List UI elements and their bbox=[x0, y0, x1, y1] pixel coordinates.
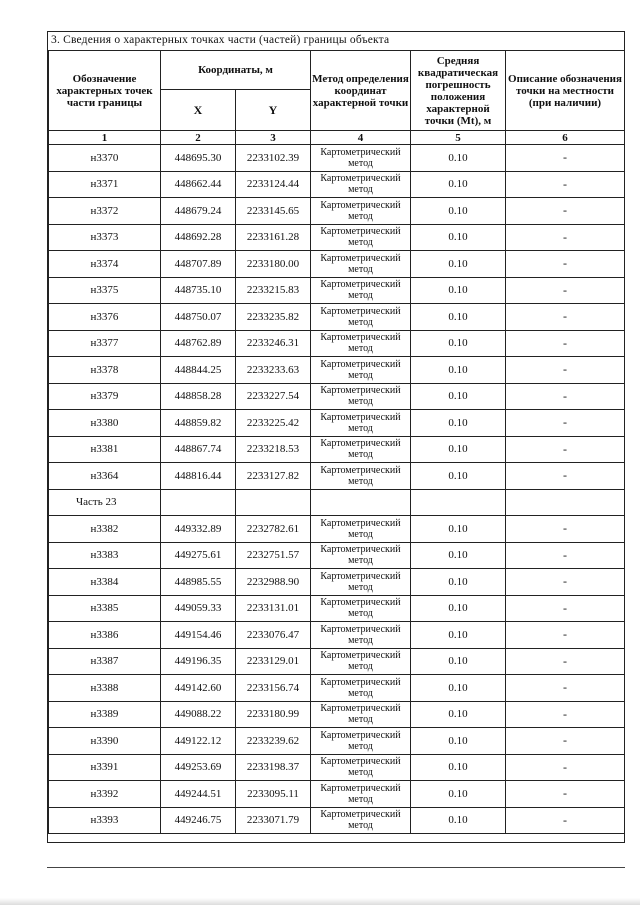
table-row bbox=[49, 436, 625, 463]
description-cell: - bbox=[506, 224, 625, 251]
table-row bbox=[49, 595, 625, 622]
part-label: Часть 23 bbox=[49, 489, 161, 516]
method-cell: Картометрический метод bbox=[311, 622, 411, 649]
table-row bbox=[49, 728, 625, 755]
coord-x-cell: 448859.82 bbox=[161, 410, 236, 437]
coord-y-cell: 2233233.63 bbox=[236, 357, 311, 384]
point-id-cell: н3389 bbox=[49, 701, 161, 728]
description-cell: - bbox=[506, 595, 625, 622]
empty-cell bbox=[411, 489, 506, 516]
mean-error-cell: 0.10 bbox=[411, 542, 506, 569]
description-cell: - bbox=[506, 569, 625, 596]
boundary-points-table bbox=[48, 50, 625, 834]
coord-y-cell: 2233124.44 bbox=[236, 171, 311, 198]
table-row bbox=[49, 463, 625, 490]
coord-x-cell: 448985.55 bbox=[161, 569, 236, 596]
header-mean-error: Средняя квадратическая погрешность положения характерной точки (Mt), м bbox=[411, 51, 506, 131]
mean-error-cell: 0.10 bbox=[411, 728, 506, 755]
table-row bbox=[49, 648, 625, 675]
mean-error-cell: 0.10 bbox=[411, 198, 506, 225]
column-number: 4 bbox=[311, 131, 411, 145]
description-cell: - bbox=[506, 648, 625, 675]
point-id-cell: н3384 bbox=[49, 569, 161, 596]
description-cell: - bbox=[506, 436, 625, 463]
method-cell: Картометрический метод bbox=[311, 728, 411, 755]
mean-error-cell: 0.10 bbox=[411, 171, 506, 198]
method-cell: Картометрический метод bbox=[311, 357, 411, 384]
coord-y-cell: 2233218.53 bbox=[236, 436, 311, 463]
method-cell: Картометрический метод bbox=[311, 277, 411, 304]
coord-y-cell: 2233246.31 bbox=[236, 330, 311, 357]
coord-y-cell: 2233227.54 bbox=[236, 383, 311, 410]
description-cell: - bbox=[506, 145, 625, 172]
table-row bbox=[49, 145, 625, 172]
method-cell: Картометрический метод bbox=[311, 304, 411, 331]
coord-y-cell: 2233215.83 bbox=[236, 277, 311, 304]
method-cell: Картометрический метод bbox=[311, 330, 411, 357]
method-cell: Картометрический метод bbox=[311, 383, 411, 410]
description-cell: - bbox=[506, 304, 625, 331]
description-cell: - bbox=[506, 410, 625, 437]
coord-x-cell: 448867.74 bbox=[161, 436, 236, 463]
description-cell: - bbox=[506, 622, 625, 649]
description-cell: - bbox=[506, 781, 625, 808]
coord-y-cell: 2233076.47 bbox=[236, 622, 311, 649]
column-number: 6 bbox=[506, 131, 625, 145]
table-row bbox=[49, 569, 625, 596]
description-cell: - bbox=[506, 516, 625, 543]
point-id-cell: н3381 bbox=[49, 436, 161, 463]
coord-x-cell: 449244.51 bbox=[161, 781, 236, 808]
coord-y-cell: 2233156.74 bbox=[236, 675, 311, 702]
mean-error-cell: 0.10 bbox=[411, 357, 506, 384]
coord-x-cell: 448695.30 bbox=[161, 145, 236, 172]
table-body bbox=[49, 145, 625, 834]
point-id-cell: н3385 bbox=[49, 595, 161, 622]
point-id-cell: н3386 bbox=[49, 622, 161, 649]
point-id-cell: н3382 bbox=[49, 516, 161, 543]
coord-x-cell: 449253.69 bbox=[161, 754, 236, 781]
description-cell: - bbox=[506, 542, 625, 569]
coord-x-cell: 448858.28 bbox=[161, 383, 236, 410]
header-point-designation: Обозначение характерных точек части границы bbox=[49, 51, 161, 131]
description-cell: - bbox=[506, 807, 625, 834]
mean-error-cell: 0.10 bbox=[411, 516, 506, 543]
point-id-cell: н3373 bbox=[49, 224, 161, 251]
table-row bbox=[49, 754, 625, 781]
method-cell: Картометрический метод bbox=[311, 542, 411, 569]
mean-error-cell: 0.10 bbox=[411, 622, 506, 649]
table-row bbox=[49, 224, 625, 251]
mean-error-cell: 0.10 bbox=[411, 277, 506, 304]
mean-error-cell: 0.10 bbox=[411, 781, 506, 808]
coord-x-cell: 448707.89 bbox=[161, 251, 236, 278]
empty-cell bbox=[161, 489, 236, 516]
mean-error-cell: 0.10 bbox=[411, 648, 506, 675]
coord-y-cell: 2233095.11 bbox=[236, 781, 311, 808]
method-cell: Картометрический метод bbox=[311, 251, 411, 278]
coord-x-cell: 449196.35 bbox=[161, 648, 236, 675]
coord-y-cell: 2233225.42 bbox=[236, 410, 311, 437]
method-cell: Картометрический метод bbox=[311, 701, 411, 728]
description-cell: - bbox=[506, 251, 625, 278]
method-cell: Картометрический метод bbox=[311, 648, 411, 675]
description-cell: - bbox=[506, 171, 625, 198]
description-cell: - bbox=[506, 198, 625, 225]
coord-x-cell: 449275.61 bbox=[161, 542, 236, 569]
point-id-cell: н3392 bbox=[49, 781, 161, 808]
mean-error-cell: 0.10 bbox=[411, 224, 506, 251]
table-row bbox=[49, 675, 625, 702]
coord-y-cell: 2233131.01 bbox=[236, 595, 311, 622]
point-id-cell: н3387 bbox=[49, 648, 161, 675]
coord-y-cell: 2233180.00 bbox=[236, 251, 311, 278]
mean-error-cell: 0.10 bbox=[411, 410, 506, 437]
table-row bbox=[49, 542, 625, 569]
mean-error-cell: 0.10 bbox=[411, 675, 506, 702]
method-cell: Картометрический метод bbox=[311, 516, 411, 543]
point-id-cell: н3370 bbox=[49, 145, 161, 172]
coord-x-cell: 449059.33 bbox=[161, 595, 236, 622]
point-id-cell: н3393 bbox=[49, 807, 161, 834]
empty-cell bbox=[506, 489, 625, 516]
mean-error-cell: 0.10 bbox=[411, 807, 506, 834]
coord-x-cell: 448816.44 bbox=[161, 463, 236, 490]
coord-x-cell: 448662.44 bbox=[161, 171, 236, 198]
description-cell: - bbox=[506, 728, 625, 755]
coord-x-cell: 448762.89 bbox=[161, 330, 236, 357]
description-cell: - bbox=[506, 754, 625, 781]
method-cell: Картометрический метод bbox=[311, 171, 411, 198]
coord-y-cell: 2233180.99 bbox=[236, 701, 311, 728]
description-cell: - bbox=[506, 357, 625, 384]
column-number: 3 bbox=[236, 131, 311, 145]
table-row bbox=[49, 807, 625, 834]
method-cell: Картометрический метод bbox=[311, 807, 411, 834]
point-id-cell: н3371 bbox=[49, 171, 161, 198]
coord-y-cell: 2232782.61 bbox=[236, 516, 311, 543]
description-cell: - bbox=[506, 330, 625, 357]
method-cell: Картометрический метод bbox=[311, 224, 411, 251]
table-row bbox=[49, 622, 625, 649]
coord-y-cell: 2232751.57 bbox=[236, 542, 311, 569]
point-id-cell: н3377 bbox=[49, 330, 161, 357]
description-cell: - bbox=[506, 701, 625, 728]
point-id-cell: н3364 bbox=[49, 463, 161, 490]
mean-error-cell: 0.10 bbox=[411, 383, 506, 410]
coord-x-cell: 448679.24 bbox=[161, 198, 236, 225]
mean-error-cell: 0.10 bbox=[411, 251, 506, 278]
description-cell: - bbox=[506, 463, 625, 490]
point-id-cell: н3375 bbox=[49, 277, 161, 304]
header-y: Y bbox=[236, 90, 311, 131]
method-cell: Картометрический метод bbox=[311, 675, 411, 702]
point-id-cell: н3372 bbox=[49, 198, 161, 225]
mean-error-cell: 0.10 bbox=[411, 330, 506, 357]
point-id-cell: н3374 bbox=[49, 251, 161, 278]
header-description: Описание обозначения точки на местности (при наличии) bbox=[506, 51, 625, 131]
method-cell: Картометрический метод bbox=[311, 198, 411, 225]
table-row bbox=[49, 383, 625, 410]
mean-error-cell: 0.10 bbox=[411, 754, 506, 781]
table-row bbox=[49, 330, 625, 357]
coord-y-cell: 2233239.62 bbox=[236, 728, 311, 755]
header-method: Метод определения координат характерной точки bbox=[311, 51, 411, 131]
point-id-cell: н3380 bbox=[49, 410, 161, 437]
coord-y-cell: 2233235.82 bbox=[236, 304, 311, 331]
method-cell: Картометрический метод bbox=[311, 410, 411, 437]
coord-y-cell: 2233145.65 bbox=[236, 198, 311, 225]
coord-y-cell: 2233161.28 bbox=[236, 224, 311, 251]
coord-y-cell: 2233198.37 bbox=[236, 754, 311, 781]
method-cell: Картометрический метод bbox=[311, 595, 411, 622]
table-row bbox=[49, 410, 625, 437]
mean-error-cell: 0.10 bbox=[411, 595, 506, 622]
point-id-cell: н3378 bbox=[49, 357, 161, 384]
mean-error-cell: 0.10 bbox=[411, 145, 506, 172]
table-row bbox=[49, 516, 625, 543]
coord-x-cell: 449088.22 bbox=[161, 701, 236, 728]
document-sheet bbox=[47, 31, 625, 843]
method-cell: Картометрический метод bbox=[311, 463, 411, 490]
table-row bbox=[49, 701, 625, 728]
coord-y-cell: 2233102.39 bbox=[236, 145, 311, 172]
column-number: 2 bbox=[161, 131, 236, 145]
method-cell: Картометрический метод bbox=[311, 145, 411, 172]
coord-y-cell: 2233127.82 bbox=[236, 463, 311, 490]
point-id-cell: н3379 bbox=[49, 383, 161, 410]
point-id-cell: н3383 bbox=[49, 542, 161, 569]
description-cell: - bbox=[506, 277, 625, 304]
header-x: X bbox=[161, 90, 236, 131]
mean-error-cell: 0.10 bbox=[411, 569, 506, 596]
coord-x-cell: 448735.10 bbox=[161, 277, 236, 304]
mean-error-cell: 0.10 bbox=[411, 304, 506, 331]
coord-x-cell: 449122.12 bbox=[161, 728, 236, 755]
coord-y-cell: 2232988.90 bbox=[236, 569, 311, 596]
coord-x-cell: 448750.07 bbox=[161, 304, 236, 331]
empty-cell bbox=[311, 489, 411, 516]
section-title: 3. Сведения о характерных точках части (частей) границы объекта bbox=[51, 34, 390, 46]
column-number: 1 bbox=[49, 131, 161, 145]
part-row bbox=[49, 489, 625, 516]
table-row bbox=[49, 251, 625, 278]
column-number: 5 bbox=[411, 131, 506, 145]
point-id-cell: н3391 bbox=[49, 754, 161, 781]
table-row bbox=[49, 277, 625, 304]
header-coordinates: Координаты, м bbox=[161, 51, 311, 90]
coord-x-cell: 449246.75 bbox=[161, 807, 236, 834]
coord-x-cell: 448844.25 bbox=[161, 357, 236, 384]
table-row bbox=[49, 357, 625, 384]
description-cell: - bbox=[506, 675, 625, 702]
method-cell: Картометрический метод bbox=[311, 754, 411, 781]
method-cell: Картометрический метод bbox=[311, 436, 411, 463]
coord-x-cell: 448692.28 bbox=[161, 224, 236, 251]
coord-x-cell: 449154.46 bbox=[161, 622, 236, 649]
page-bottom-edge bbox=[0, 898, 640, 905]
empty-cell bbox=[236, 489, 311, 516]
coord-y-cell: 2233071.79 bbox=[236, 807, 311, 834]
mean-error-cell: 0.10 bbox=[411, 436, 506, 463]
mean-error-cell: 0.10 bbox=[411, 463, 506, 490]
table-row bbox=[49, 304, 625, 331]
coord-x-cell: 449142.60 bbox=[161, 675, 236, 702]
mean-error-cell: 0.10 bbox=[411, 701, 506, 728]
method-cell: Картометрический метод bbox=[311, 781, 411, 808]
method-cell: Картометрический метод bbox=[311, 569, 411, 596]
coord-x-cell: 449332.89 bbox=[161, 516, 236, 543]
point-id-cell: н3390 bbox=[49, 728, 161, 755]
table-row bbox=[49, 198, 625, 225]
table-row bbox=[49, 781, 625, 808]
point-id-cell: н3376 bbox=[49, 304, 161, 331]
point-id-cell: н3388 bbox=[49, 675, 161, 702]
description-cell: - bbox=[506, 383, 625, 410]
coord-y-cell: 2233129.01 bbox=[236, 648, 311, 675]
table-row bbox=[49, 171, 625, 198]
footer-divider bbox=[47, 867, 625, 868]
